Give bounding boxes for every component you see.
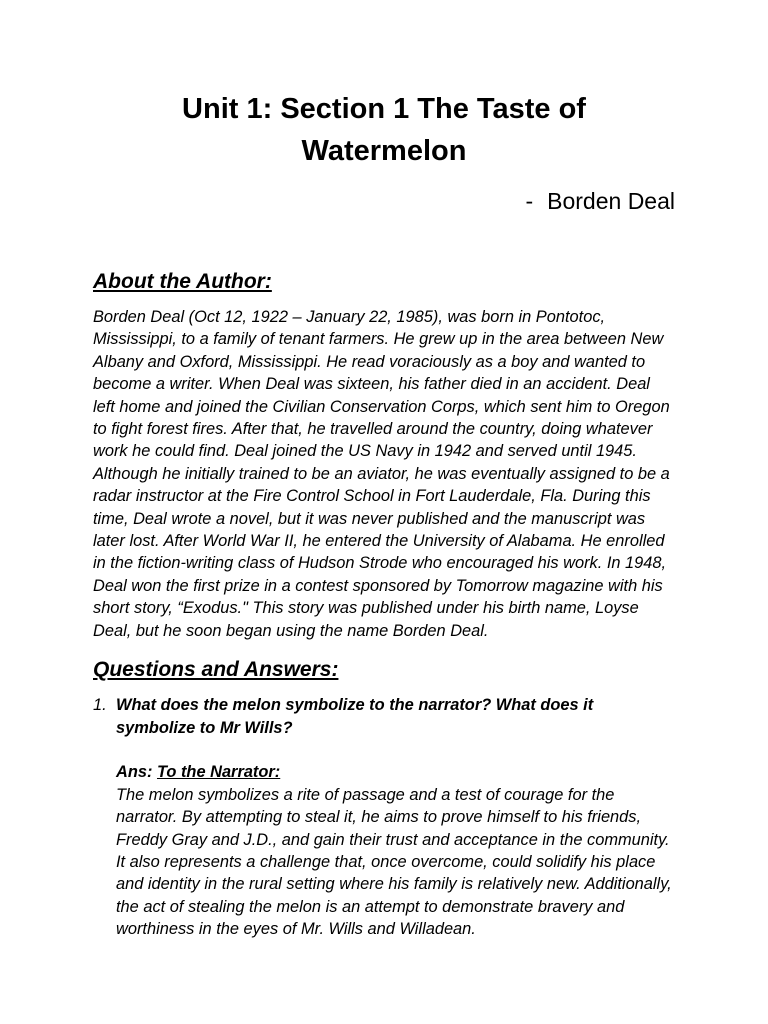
question-text: What does the melon symbolize to the narrator? What does it symbolize to Mr Wills? <box>116 696 594 737</box>
author-name: Borden Deal <box>547 188 675 214</box>
author-byline <box>93 186 675 216</box>
byline-dash: - <box>525 188 534 214</box>
document-title: Unit 1: Section 1 The Taste of Watermelon <box>182 93 586 167</box>
questions-list <box>93 694 675 940</box>
answer-label: Ans: <box>116 763 153 782</box>
answer-text: The melon symbolizes a rite of passage and a test of courage for the narrator. By attempting to steal it, he aims to prove himself to his friends, Freddy Gray and J.D., and gain their trust and acceptance in the community. It also represents a challenge that, once overcome, could solidify his place and identity in the rural setting where his family is relatively new. Additionally, the act of stealing the melon is an attempt to demonstrate bravery and worthiness in the eyes of Mr. Wills and Willadean. <box>116 785 672 939</box>
question-item <box>93 694 675 940</box>
answer-subheading: To the Narrator: <box>157 763 281 782</box>
document-page <box>93 88 675 941</box>
about-author-heading: About the Author: <box>93 270 272 293</box>
answer-label-line <box>116 761 675 783</box>
questions-answers-heading: Questions and Answers: <box>93 658 339 682</box>
about-author-text: Borden Deal (Oct 12, 1922 – January 22, 1985), was born in Pontotoc, Mississippi, to a family of tenant farmers. He grew up in the area between New Albany and Oxford, Mississippi. He read voraciously as a boy and wanted to become a writer. When Deal was sixteen, his father died in an accident. Deal left home and joined the Civilian Conservation Corps, which sent him to Oregon to fight forest fires. After that, he travelled around the country, doing whatever work he could find. Deal joined the US Navy in 1942 and served until 1945. Although he initially trained to be an aviator, he was eventually assigned to be a radar instructor at the Fire Control School in Fort Lauderdale, Fla. During this time, Deal wrote a novel, but it was never published and the manuscript was later lost. After World War II, he entered the University of Alabama. He enrolled in the fiction-writing class of Hudson Strode who encouraged his work. In 1948, Deal won the first prize in a contest sponsored by Tomorrow magazine with his short story, “Exodus." This story was published under his birth name, Loyse Deal, but he soon began using the name Borden Deal. <box>93 308 670 640</box>
question-number: 1. <box>93 696 107 715</box>
